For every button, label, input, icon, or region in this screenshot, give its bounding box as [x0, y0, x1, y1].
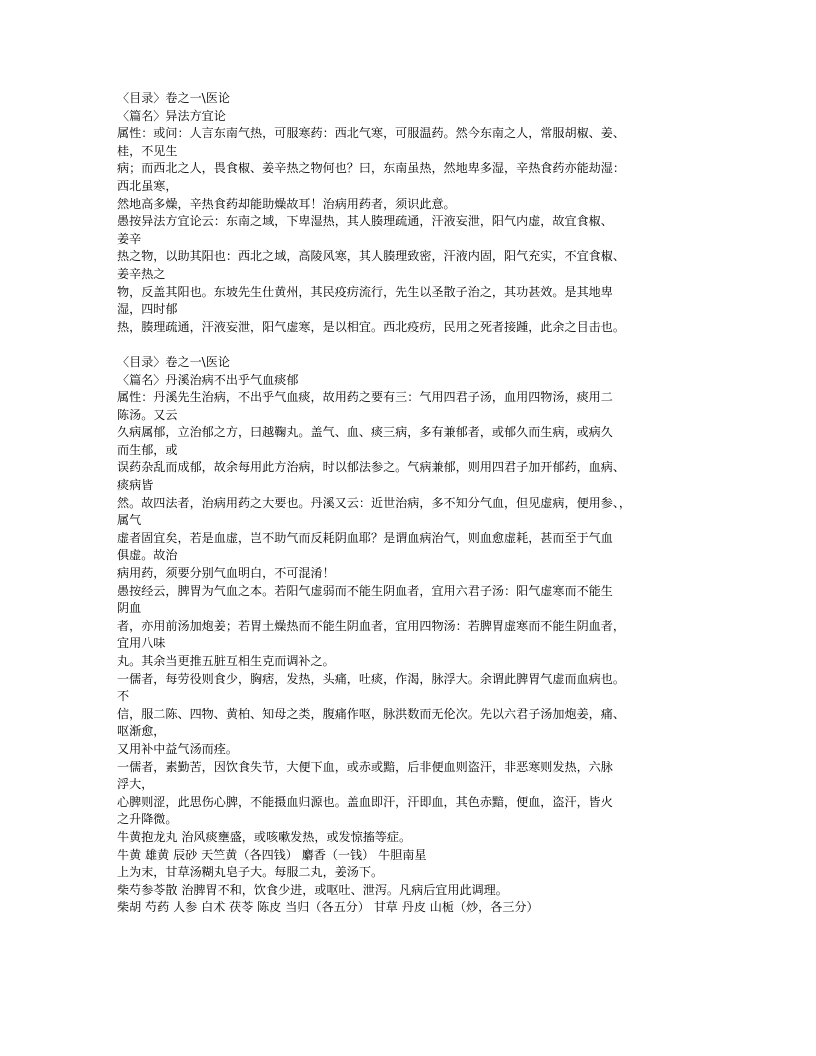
body-text-line: 愚按异法方宜论云：东南之域，下卑湿热，其人腠理疏通，汗液妄泄，阳气内虚，故宜食椒、 [117, 214, 613, 229]
section-title-line: 〈篇名〉异法方宜论 [117, 108, 226, 123]
body-text-line: 之升降微。 [117, 812, 178, 827]
body-text-line: 痰病皆 [117, 478, 154, 493]
body-text-line: 浮大， [117, 777, 154, 792]
section-title-line: 〈篇名〉丹溪治病不出乎气血痰郁 [117, 372, 299, 387]
body-text-line: 属性：或问：人言东南气热，可服寒药：西北气寒，可服温药。然今东南之人，常服胡椒、姜、 [117, 126, 625, 141]
body-text-line: 牛黄 雄黄 辰砂 天竺黄（各四钱） 麝香（一钱） 牛胆南星 [117, 847, 427, 862]
body-text-line: 西北虽寒， [117, 178, 178, 193]
body-text-line: 一儒者，每劳役则食少，胸痞，发热，头痛，吐痰，作渴，脉浮大。余谓此脾胃气虚而血病也。 [117, 671, 625, 686]
body-text-line: 热，腠理疏通，汗液妄泄，阳气虚寒，是以相宜。西北疫疠，民用之死者接踵，此余之目击也。 [117, 319, 625, 334]
section-gap [117, 336, 717, 354]
body-text-line: 牛黄抱龙丸 治风痰壅盛，或咳嗽发热，或发惊搐等症。 [117, 829, 412, 844]
section-catalog-line: 〈目录〉卷之一\医论 [117, 354, 230, 369]
body-text-line: 热之物，以助其阳也：西北之域，高陵风寒，其人腠理致密，汗液内固，阳气充实，不宜食椒、 [117, 249, 625, 264]
body-text-line: 者，亦用前汤加炮姜；若胃土燥热而不能生阴血者，宜用四物汤：若脾胃虚寒而不能生阴血者， [117, 618, 625, 633]
body-text-line: 不 [117, 689, 130, 704]
body-text-line: 柴胡 芍药 人参 白术 茯苓 陈皮 当归（各五分） 甘草 丹皮 山栀（炒，各三分） [117, 900, 539, 915]
body-text-line: 属性：丹溪先生治病，不出乎气血痰，故用药之要有三：气用四君子汤，血用四物汤，痰用二 [117, 390, 613, 405]
body-text-line: 信，服二陈、四物、黄柏、知母之类，腹痛作呕，脉洪数而无伦次。先以六君子汤加炮姜，痛、 [117, 706, 625, 721]
body-text-line: 虚者固宜矣，若是血虚，岂不助气而反耗阴血耶？是谓血病治气，则血愈虚耗，甚而至于气血 [117, 530, 613, 545]
body-text-line: 又用补中益气汤而痊。 [117, 741, 238, 756]
body-text-line: 属气 [117, 513, 142, 528]
body-text-line: 柴芍参苓散 治脾胃不和，饮食少进，或呕吐、泄泻。凡病后宜用此调理。 [117, 882, 508, 897]
body-text-line: 然地高多燥，辛热食药却能助燥故耳！治病用药者，须识此意。 [117, 196, 456, 211]
body-text-line: 姜辛热之 [117, 266, 166, 281]
body-text-line: 物，反盖其阳也。东坡先生仕黄州，其民疫疠流行，先生以圣散子治之，其功甚效。是其地卑 [117, 284, 613, 299]
body-text-line: 而生郁，或 [117, 442, 178, 457]
document-text-column [117, 90, 717, 917]
body-text-line: 宜用八味 [117, 636, 166, 651]
section-catalog-line: 〈目录〉卷之一\医论 [117, 91, 230, 105]
body-text-line: 一儒者，素勤苦，因饮食失节，大便下血，或赤或黯，后非便血则盗汗，非恶寒则发热，六脉 [117, 759, 613, 774]
body-text-line: 桂，不见生 [117, 143, 178, 158]
body-text-line: 病；而西北之人，畏食椒、姜辛热之物何也？曰，东南虽热，然地卑多湿，辛热食药亦能劫湿： [117, 161, 625, 176]
body-text-line: 上为末，甘草汤糊丸皂子大。每服二丸，姜汤下。 [117, 865, 384, 880]
body-text-line: 湿，四时郁 [117, 302, 178, 317]
body-text-line: 呕渐愈， [117, 724, 166, 739]
body-text-line: 然。故四法者，治病用药之大要也。丹溪又云：近世治病，多不知分气血，但见虚病，便用参、， [117, 495, 631, 510]
body-text-line: 误药杂乱而成郁，故余每用此方治病，时以郁法参之。气病兼郁，则用四君子加开郁药，血病、 [117, 460, 625, 475]
body-text-line: 丸。其余当更推五脏互相生克而调补之。 [117, 654, 335, 668]
body-text-line: 阴血 [117, 601, 142, 616]
body-text-line: 久病属郁，立治郁之方，曰越鞠丸。盖气、血、痰三病，多有兼郁者，或郁久而生病，或病久 [117, 425, 613, 440]
body-text-line: 病用药，须要分别气血明白，不可混淆！ [117, 566, 335, 581]
body-text-line: 心脾则涩，此思伤心脾，不能摄血归源也。盖血即汗，汗即血，其色赤黯，便血，盗汗，皆火 [117, 794, 613, 809]
body-text-line: 陈汤。又云 [117, 407, 178, 422]
body-text-line: 姜辛 [117, 231, 142, 246]
body-text-line: 愚按经云，脾胃为气血之本。若阳气虚弱而不能生阴血者，宜用六君子汤：阳气虚寒而不能生 [117, 583, 613, 598]
body-text-line: 俱虚。故治 [117, 548, 178, 563]
